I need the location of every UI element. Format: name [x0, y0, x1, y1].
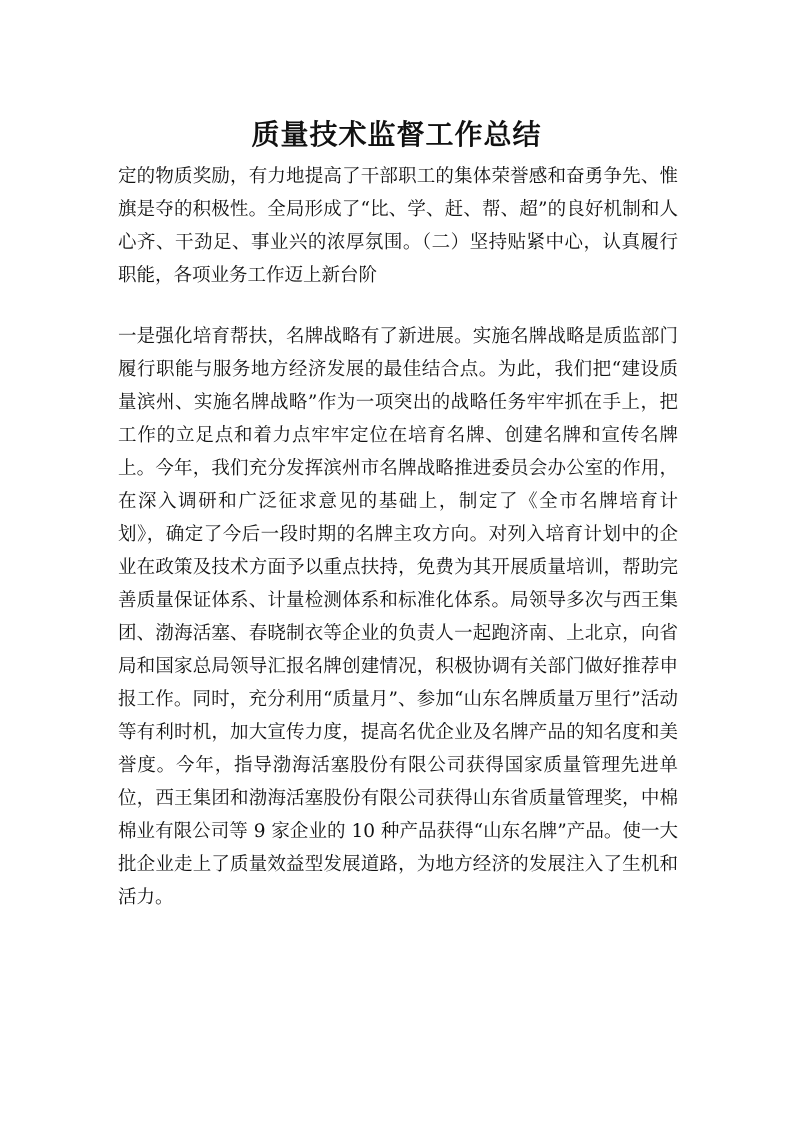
body-paragraph-2: 一是强化培育帮扶，名牌战略有了新进展。实施名牌战略是质监部门履行职能与服务地方经济发展的最佳结合点。为此，我们把“建设质量滨州、实施名牌战略”作为一项突出的战略任务牢牢抓在手上，把工作的立足点和着力点牢牢定位在培育名牌、创建名牌和宣传名牌上。今年，我们充分发挥滨州市名牌战略推进委员会办公室的作用，在深入调研和广泛征求意见的基础上，制定了《全市名牌培育计划》，确定了今后一段时期的名牌主攻方向。对列入培育计划中的企业在政策及技术方面予以重点扶持，免费为其开展质量培训，帮助完善质量保证体系、计量检测体系和标准化体系。局领导多次与西王集团、渤海活塞、春晓制衣等企业的负责人一起跑济南、上北京，向省局和国家总局领导汇报名牌创建情况，积极协调有关部门做好推荐申报工作。同时，充分利用“质量月”、参加“山东名牌质量万里行”活动等有利时机，加大宣传力度，提高名优企业及名牌产品的知名度和美誉度。今年，指导渤海活塞股份有限公司获得国家质量管理先进单位，西王集团和渤海活塞股份有限公司获得山东省质量管理奖，中棉棉业有限公司等 9 家企业的 10 种产品获得“山东名牌”产品。使一大批企业走上了质量效益型发展道路，为地方经济的发展注入了生机和活力。 — [118, 326, 678, 908]
document-title: 质量技术监督工作总结 — [251, 117, 542, 151]
body-paragraph-1: 定的物质奖励，有力地提高了干部职工的集体荣誉感和奋勇争先、惟旗是夺的积极性。全局形成了“比、学、赶、帮、超”的良好机制和人心齐、干劲足、事业兴的浓厚氛围。（二）坚持贴紧中心，认真履行职能，各项业务工作迈上新台阶 — [118, 166, 678, 286]
